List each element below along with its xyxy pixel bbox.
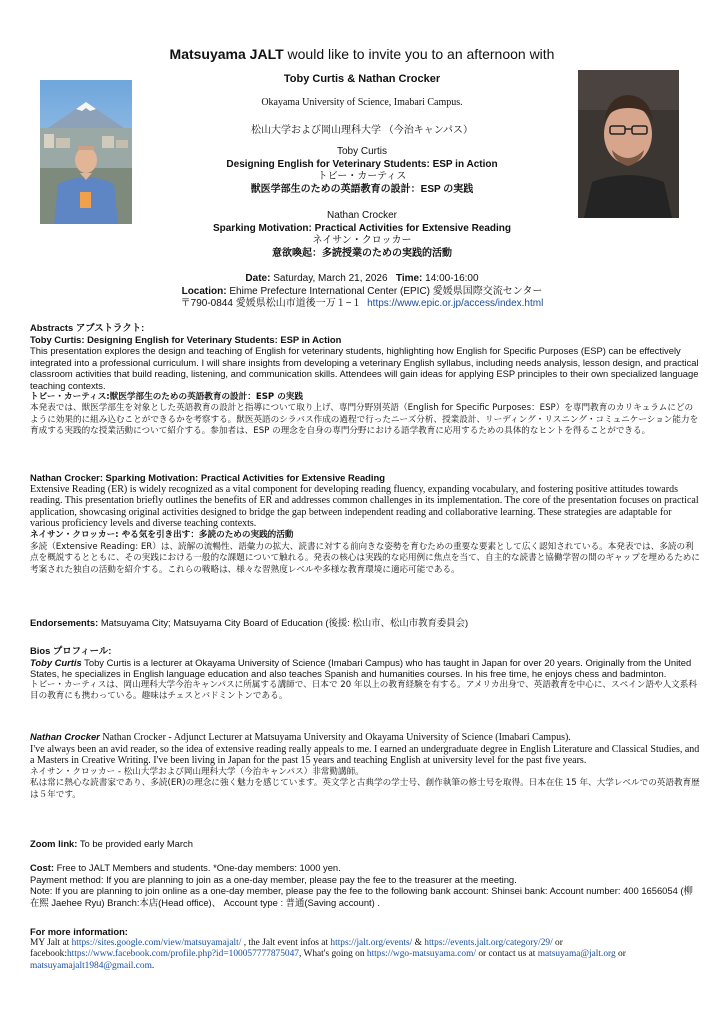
talk-1-speaker: Toby Curtis — [336, 146, 387, 157]
bio-2-section — [30, 731, 700, 802]
speakers: Toby Curtis & Nathan Crocker — [283, 73, 441, 85]
abstract-1-title-jp: トビー・カーティス:獣医学部生のための英語教育の設計：ESP の実践 — [30, 391, 303, 402]
talk-1-speaker-jp: トビー・カーティス — [317, 171, 407, 182]
more-info-heading: For more information: — [30, 926, 128, 937]
email-link-1[interactable]: matsuyama@jalt.org — [537, 949, 616, 960]
bio-2-text-2: I've always been an avid reader, so the idea of extensive reading really appeals to me. I earned an undergraduate degree in English Literature and Classical Studies, and a Masters in Creative Writing. I've been living in Japan for the past 15 years and teaching English at university level for the past five years. — [30, 743, 700, 767]
university-jp: 松山大学および岡山理科大学 （今治キャンパス） — [250, 125, 474, 136]
talk-2 — [0, 210, 724, 260]
more-text-3: & — [412, 937, 425, 948]
more-text-2: , the Jalt event infos at — [241, 937, 331, 948]
jalt-category-link[interactable]: https://events.jalt.org/category/29/ — [424, 937, 553, 948]
myjalt-link[interactable]: https://sites.google.com/view/matsuyamajalt/ — [71, 937, 242, 948]
talk-2-speaker-jp: ネイサン・クロッカー — [312, 235, 412, 246]
invite-text: would like to invite you to an afternoon with — [283, 46, 555, 62]
abstracts-heading: Abstracts アブストラクト: — [30, 322, 145, 333]
jalt-events-link[interactable]: https://jalt.org/events/ — [330, 937, 413, 948]
address-line — [0, 298, 724, 311]
more-text-6: or contact us at — [476, 949, 538, 960]
bio-1-jp: トビー・カーティスは、岡山理科大学今治キャンパスに所属する講師で、日本で 20 年以上の教育経験を有する。アメリカ出身で、英語教育を中心に、スペイン語や人文系科目の教育にも携わっている。趣味はチェスとバドミントンである。 — [30, 679, 697, 702]
bios-section — [30, 645, 700, 703]
cost-text: Free to JALT Members and students. *One-day members: 1000 yen. — [53, 862, 341, 873]
abstract-2-body-jp: 多読（Extensive Reading: ER）は、読解の流暢性、語彙力の拡大、読書に対する前向きな姿勢を育むための重要な要素として広く認知されている。本発表では、多読の利点を概説するとともに、その実践における一般的な課題について触れる。発表の核心は実践的な応用例に焦点を当て、自主的な読書と協働学習の間のギャップを埋めるために考案された独自の活動を紹介する。これらの戦略は、様々な習熟度レベルや多様な教育環境に適応可能である。 — [30, 541, 700, 575]
bio-2-name: Nathan Crocker — [30, 731, 100, 742]
facebook-link[interactable]: https://www.facebook.com/profile.php?id=100057777875047 — [66, 949, 299, 960]
more-info-section — [30, 926, 700, 972]
headline — [0, 46, 724, 62]
abstract-1-body: This presentation explores the design and teaching of English for veterinary students, highlighting how English for Specific Purposes (ESP) can be effectively integrated into a professional curriculum. I will share insights from developing a veterinary English syllabus, including needs analysis, lesson design, and practical classroom activities that build reading, listening, and communication skills. Attendees will gain ideas for applying ESP principles to their own specialized language teaching contexts. — [30, 345, 699, 391]
cost-label: Cost: — [30, 862, 54, 873]
more-text-4: or facebook: — [30, 937, 563, 960]
more-text-1: MY Jalt at — [30, 937, 72, 948]
more-text-8: . — [151, 960, 155, 971]
more-text-7: or — [615, 949, 626, 960]
location — [0, 286, 724, 299]
date-time — [0, 273, 724, 286]
abstract-2-section — [30, 472, 700, 576]
date-value: Saturday, March 21, 2026 — [270, 273, 388, 284]
talk-1-title: Designing English for Veterinary Students: ESP in Action — [226, 158, 498, 170]
more-text-5: , What's going on — [298, 949, 367, 960]
org-name: Matsuyama JALT — [169, 46, 284, 62]
bio-2-text-1: Nathan Crocker - Adjunct Lecturer at Matsuyama University and Okayama University of Science (Imabari Campus). — [99, 732, 571, 743]
talk-2-title-jp: 意欲喚起：多読授業のための実践的活動 — [272, 247, 452, 259]
zoom-label: Zoom link: — [30, 838, 78, 849]
endorsements-label: Endorsements: — [30, 617, 99, 628]
venue-link[interactable]: https://www.epic.or.jp/access/index.html — [367, 298, 544, 309]
bio-2-jp-1: ネイサン・クロッカー - 松山大学および岡山理科大学（今治キャンパス）非常勤講師。 — [30, 766, 364, 777]
wgo-link[interactable]: https://wgo-matsuyama.com/ — [366, 949, 476, 960]
email-link-2[interactable]: matsuyamajalt1984@gmail.com — [30, 960, 152, 971]
bios-heading: Bios プロフィール: — [30, 645, 112, 656]
talk-2-speaker: Nathan Crocker — [326, 210, 398, 221]
zoom-section — [30, 838, 700, 850]
zoom-text: To be provided early March — [77, 838, 193, 849]
event-info — [0, 273, 724, 311]
abstract-1-title: Toby Curtis: Designing English for Veterinary Students: ESP in Action — [30, 333, 342, 345]
abstracts-section — [30, 322, 700, 438]
time-value: 14:00-16:00 — [422, 273, 479, 284]
cost-section — [30, 862, 700, 908]
abstract-2-title: Nathan Crocker: Sparking Motivation: Practical Activities for Extensive Reading — [30, 472, 385, 483]
payment-method: Payment method: If you are planning to join as a one-day member, please pay the fee to the treasurer at the meeting. — [30, 873, 517, 885]
abstract-2-body: Extensive Reading (ER) is widely recognized as a vital component for developing reading fluency, expanding vocabulary, and fostering positive attitudes towards reading. This presentation briefly outlines the benefits of ER and addresses common challenges in its implementation. The core of the presentation focuses on practical application, showcasing original activities designed to bridge the gap between independent reading and collaborative learning. These strategies are adaptable for various proficiency levels and diverse teaching contexts. — [30, 483, 699, 530]
abstract-1-body-jp: 本発表では、獣医学部生を対象とした英語教育の設計と指導について取り上げ、専門分野別英語（English for Specific Purposes：ESP）を専門教育のカリキュラムにどのように効果的に組み込むことができるかを考察する。獣医英語のシラバス作成の過程で行ったニーズ分析、授業設計、リーディング・リスニング・コミュニケーション能力を育成する実践的な授業活動について紹介する。参加者は、ESP の理念を自身の専門分野における語学教育に応用するための具体的なヒントを得ることができる。 — [30, 403, 699, 437]
endorsements — [30, 617, 700, 629]
address: 〒790-0844 愛媛県松山市道後一万１−１ — [180, 298, 362, 309]
bio-1-name: Toby Curtis — [30, 656, 82, 668]
abstract-2-title-jp: ネイサン・クロッカー: やる気を引き出す：多読のための実践的活動 — [30, 529, 294, 540]
more-info-text — [30, 938, 700, 973]
bio-2-jp-2: 私は常に熱心な読書家であり、多読(ER)の理念に強く魅力を感じています。英文学と古典学の学士号、創作執筆の修士号を取得。日本在住 15 年、大学レベルでの英語教育歴は５年です。 — [30, 778, 700, 800]
bio-1-text: Toby Curtis is a lecturer at Okayama University of Science (Imabari Campus) who has taught in Japan for over 20 years. Originally from the United States, he specializes in English language education and also teaches Spanish and humanities courses. In his free time, he enjoys chess and badminton. — [30, 656, 692, 680]
time-label: Time: — [395, 273, 423, 284]
location-label: Location: — [181, 285, 227, 297]
university: Okayama University of Science, Imabari Campus. — [261, 97, 463, 108]
bank-note: Note: If you are planning to join online as a one-day member, please pay the fee to the following bank account: Shinsei bank: Account number: 400 1656054 (柳在熙 Jaehee Ryu) Branch:本店(Head office)、 Account type : 普通(Saving account) . — [30, 885, 693, 908]
talk-1-title-jp: 獣医学部生のための英語教育の設計：ESP の実践 — [250, 183, 474, 195]
talk-2-title: Sparking Motivation: Practical Activities for Extensive Reading — [212, 222, 512, 234]
location-value: Ehime Prefecture International Center (EPIC) 愛媛県国際交流センター — [226, 285, 543, 297]
date-label: Date: — [245, 273, 271, 284]
endorsements-text: Matsuyama City; Matsuyama City Board of Education (後援: 松山市、松山市教育委員会) — [98, 617, 469, 628]
talk-1 — [0, 146, 724, 196]
